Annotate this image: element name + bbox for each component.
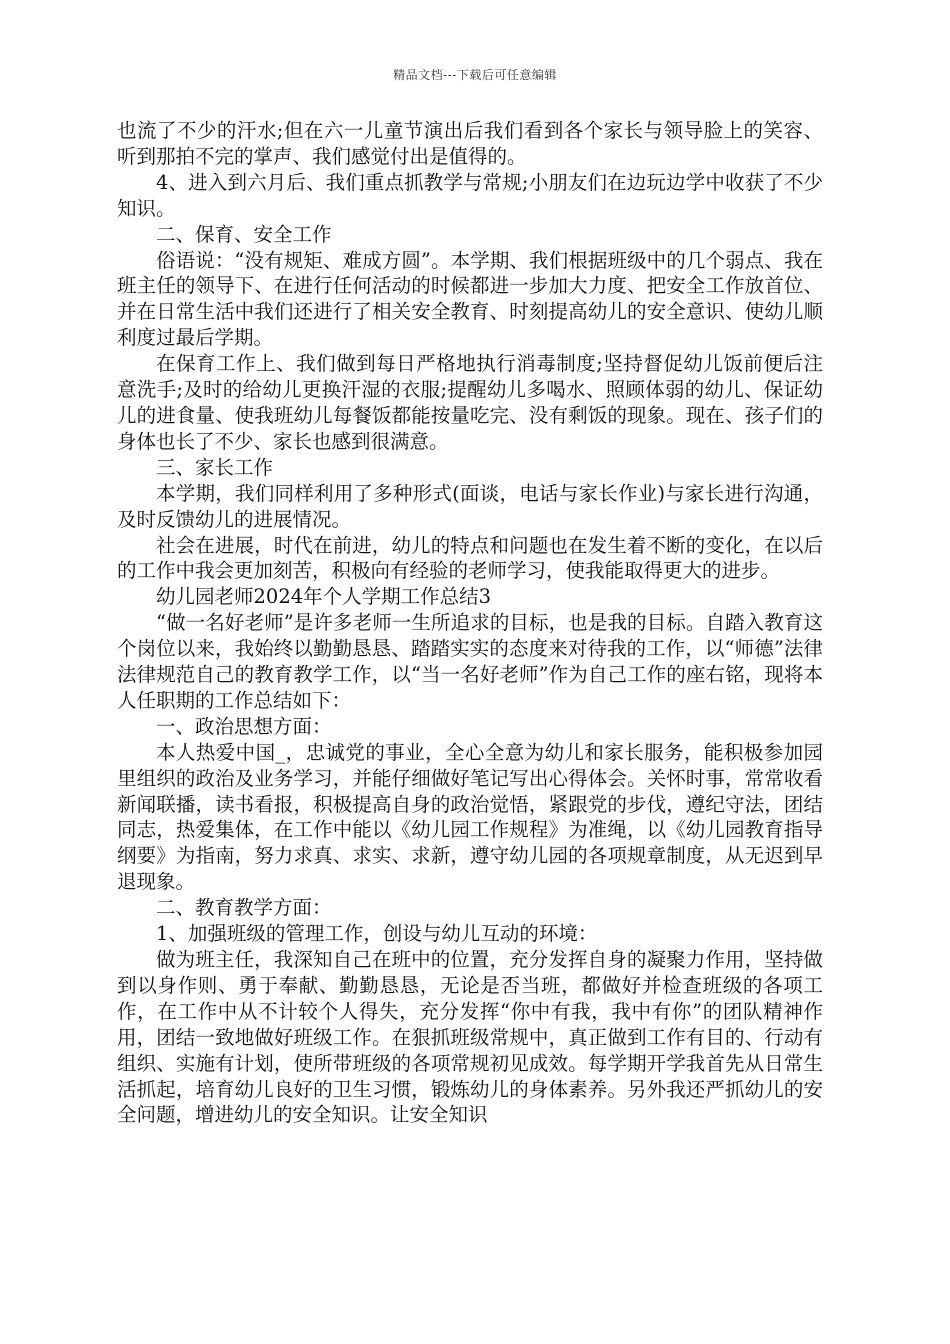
paragraph: 做为班主任，我深知自己在班中的位置，充分发挥自身的凝聚力作用，坚持做到以身作则、勇于奉献、勤勤恳恳，无论是否当班，都做好并检查班级的各项工作，在工作中从不计较个人得失，充分发挥“你中有我，我中有你”的团队精神作用，团结一致地做好班级工作。在狠抓班级常规中，真正做到工作有目的、行动有组织、实施有计划，使所带班级的各项常规初见成效。每学期开学我首先从日常生活抓起，培育幼儿良好的卫生习惯，锻炼幼儿的身体素养。另外我还严抓幼儿的安全问题，增进幼儿的安全知识。让安全知识 bbox=[117, 948, 823, 1127]
section-heading: 三、家长工作 bbox=[156, 455, 274, 479]
paragraph: 在保育工作上、我们做到每日严格地执行消毒制度;坚持督促幼儿饭前便后注意洗手;及时的给幼儿更换汗湿的衣服;提醒幼儿多喝水、照顾体弱的幼儿、保证幼儿的进食量、使我班幼儿每餐饭都能按量吃完、没有剩饭的现象。现在、孩子们的身体也长了不少、家长也感到很满意。 bbox=[117, 352, 823, 453]
page-header: 精品文档---下载后可任意编辑 bbox=[393, 68, 557, 82]
paragraph: 社会在进展，时代在前进，幼儿的特点和问题也在发生着不断的变化，在以后的工作中我会更加刻苦，积极向有经验的老师学习，使我能取得更大的进步。 bbox=[117, 533, 823, 583]
paragraph: 俗语说：“没有规矩、难成方圆”。本学期、我们根据班级中的几个弱点、我在班主任的领导下、在进行任何活动的时候都进一步加大力度、把安全工作放首位、并在日常生活中我们还进行了相关安全教育、时刻提高幼儿的安全意识、使幼儿顺利度过最后学期。 bbox=[117, 248, 823, 350]
document-body bbox=[117, 118, 823, 1128]
document-title: 幼儿园老师2024年个人学期工作总结3 bbox=[156, 585, 492, 609]
section-heading: 二、保育、安全工作 bbox=[156, 222, 332, 246]
paragraph: 也流了不少的汗水;但在六一儿童节演出后我们看到各个家长与领导脸上的笑容、听到那拍不完的掌声、我们感觉付出是值得的。 bbox=[117, 119, 823, 168]
subsection-heading: 1、加强班级的管理工作，创设与幼儿互动的环境： bbox=[156, 922, 598, 946]
paragraph: 本人热爱中国_，忠诚党的事业，全心全意为幼儿和家长服务，能积极参加园里组织的政治及业务学习，并能仔细做好笔记写出心得体会。关怀时事，常常收看新闻联播，读书看报，积极提高自身的政治觉悟，紧跟党的步伐，遵纪守法，团结同志，热爱集体，在工作中能以《幼儿园工作规程》为准绳，以《幼儿园教育指导纲要》为指南，努力求真、求实、求新，遵守幼儿园的各项规章制度，从无迟到早退现象。 bbox=[117, 740, 823, 894]
section-heading: 二、教育教学方面： bbox=[156, 896, 332, 920]
paragraph: “做一名好老师”是许多老师一生所追求的目标，也是我的目标。自踏入教育这个岗位以来，我始终以勤勤恳恳、踏踏实实的态度来对待我的工作，以“师德”法律法律规范自己的教育教学工作，以“当一名好老师”作为自己工作的座右铭，现将本人任职期的工作总结如下： bbox=[117, 611, 823, 712]
section-heading: 一、政治思想方面： bbox=[156, 714, 332, 738]
paragraph: 本学期，我们同样利用了多种形式(面谈，电话与家长作业)与家长进行沟通，及时反馈幼儿的进展情况。 bbox=[117, 481, 823, 531]
paragraph: 4、进入到六月后、我们重点抓教学与常规;小朋友们在边玩边学中收获了不少知识。 bbox=[117, 170, 823, 220]
